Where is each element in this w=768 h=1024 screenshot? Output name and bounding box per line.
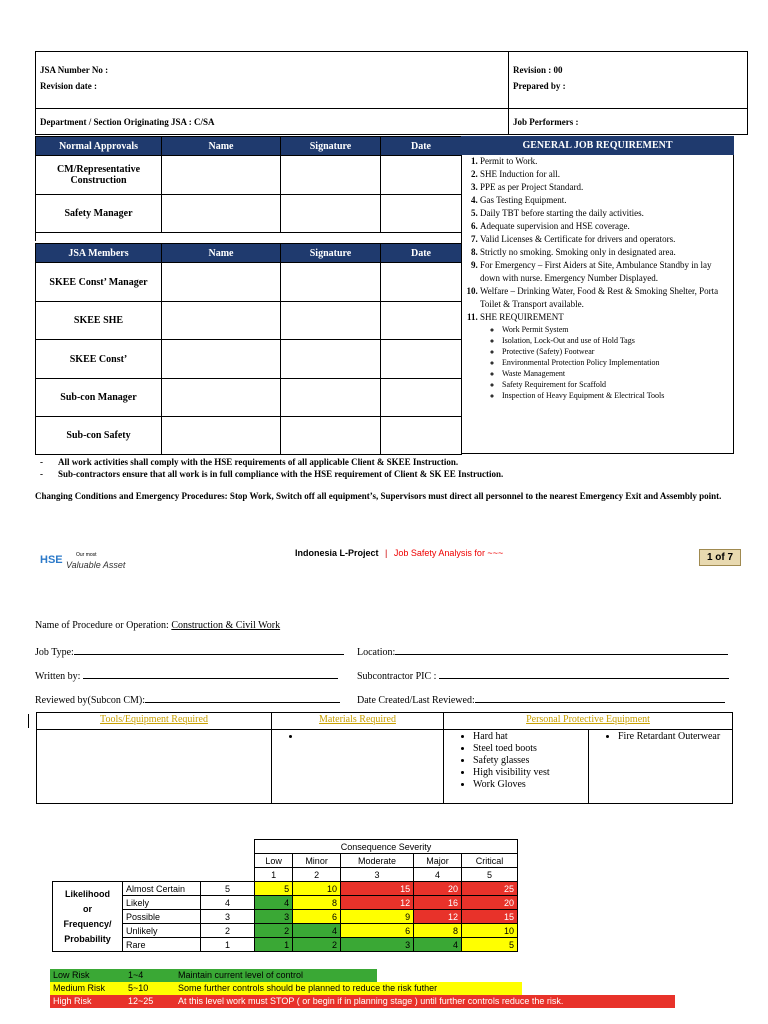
member-name-cell[interactable]	[162, 340, 281, 379]
members-header-role: JSA Members	[36, 244, 162, 263]
general-requirement-item: 3. PPE as per Project Standard.	[480, 181, 733, 194]
subcon-pic-field[interactable]	[439, 668, 729, 679]
risk-score-cell: 15	[341, 882, 414, 896]
general-requirement-item: 8. Strictly no smoking. Smoking only in designated area.	[480, 246, 733, 259]
member-name-cell[interactable]	[162, 302, 281, 340]
members-header-date: Date	[381, 244, 462, 263]
severity-label: Critical	[461, 854, 517, 868]
risk-score-cell: 6	[341, 924, 414, 938]
general-requirement-item: 7. Valid Licenses & Certificate for drivers and operators.	[480, 233, 733, 246]
risk-score-cell: 10	[293, 882, 341, 896]
member-date-cell[interactable]	[381, 340, 462, 379]
approval-name-cell[interactable]	[162, 156, 281, 195]
ppe-item: • Fire Retardant Outerwear	[618, 731, 731, 743]
general-requirement-item: 4. Gas Testing Equipment.	[480, 194, 733, 207]
member-name-cell[interactable]	[162, 417, 281, 455]
approval-row-label: CM/Representative Construction	[36, 156, 162, 195]
risk-legend	[50, 969, 675, 1008]
materials-bullet	[301, 731, 442, 743]
risk-matrix	[52, 839, 518, 952]
procedure-label: Name of Procedure or Operation:	[35, 620, 169, 631]
likelihood-name: Almost Certain	[123, 882, 201, 896]
legend-text: Some further controls should be planned to reduce the risk futher	[178, 983, 438, 993]
risk-score-cell: 2	[255, 924, 293, 938]
hse-logo-text: HSE	[40, 554, 63, 566]
risk-score-cell: 12	[414, 910, 462, 924]
risk-score-cell: 15	[461, 910, 517, 924]
materials-cell[interactable]	[272, 730, 444, 804]
approvals-header-signature: Signature	[281, 137, 381, 156]
approval-signature-cell[interactable]	[281, 156, 381, 195]
likelihood-label-line: or	[83, 903, 92, 914]
severity-number: 2	[293, 868, 341, 882]
approval-row-label: Safety Manager	[36, 195, 162, 233]
likelihood-label-line: Probability	[64, 933, 111, 944]
hse-logo	[40, 552, 150, 576]
likelihood-name: Rare	[123, 938, 201, 952]
legend-range: 1~4	[128, 970, 144, 980]
jsa-header	[35, 51, 748, 135]
job-type-label: Job Type:	[35, 647, 74, 658]
general-requirement-item: 5. Daily TBT before starting the daily activities.	[480, 207, 733, 220]
approvals-table	[35, 136, 462, 241]
member-signature-cell[interactable]	[281, 263, 381, 302]
general-requirement-item: 6. Adequate supervision and HSE coverage.	[480, 220, 733, 233]
ppe-item: • Work Gloves	[473, 779, 587, 791]
tools-header: Tools/Equipment Required	[37, 713, 272, 730]
matrix-blank	[53, 854, 255, 868]
written-by-row	[35, 668, 338, 682]
likelihood-name: Possible	[123, 910, 201, 924]
ppe-item: • Steel toed boots	[473, 743, 587, 755]
member-row-label: Sub-con Safety	[36, 417, 162, 455]
subcon-pic-label: Subcontractor PIC :	[357, 671, 437, 682]
general-requirement-item: 11. SHE REQUIREMENT ◦ Work Permit System ◦ Isolation, Lock-Out and use of Hold Tags ◦ Protective (Safety) Footwear ◦ Environmental Protection Policy Implementation ◦ Waste Management ◦ Safety Requirement for Scaffold ◦ Inspection of Heavy Equipment & Electrical Tools	[480, 311, 733, 401]
member-name-cell[interactable]	[162, 379, 281, 417]
ppe-right-cell	[589, 730, 733, 804]
title-separator: |	[385, 548, 388, 558]
approvals-spacer	[36, 233, 462, 241]
reviewed-by-field[interactable]	[145, 692, 340, 703]
note-item: - Sub-contractors ensure that all work is in full compliance with the HSE requirement of Client & SK EE Instruction.	[40, 469, 504, 479]
likelihood-number: 2	[201, 924, 255, 938]
severity-number: 4	[414, 868, 462, 882]
legend-range: 5~10	[128, 983, 149, 993]
likelihood-name: Unlikely	[123, 924, 201, 938]
member-date-cell[interactable]	[381, 379, 462, 417]
footer-title	[295, 548, 503, 558]
written-by-field[interactable]	[83, 668, 338, 679]
risk-score-cell: 5	[255, 882, 293, 896]
risk-score-cell: 3	[255, 910, 293, 924]
likelihood-label-line: Likelihood	[65, 888, 110, 899]
procedure-value[interactable]: Construction & Civil Work	[171, 620, 281, 631]
legend-text: At this level work must STOP ( or begin if in planning stage ) until further controls reduce the risk.	[178, 996, 564, 1006]
likelihood-label-line: Frequency/	[63, 918, 112, 929]
risk-score-cell: 6	[293, 910, 341, 924]
severity-label: Moderate	[341, 854, 414, 868]
member-signature-cell[interactable]	[281, 302, 381, 340]
approval-signature-cell[interactable]	[281, 195, 381, 233]
approval-date-cell[interactable]	[381, 156, 462, 195]
approvals-header-date: Date	[381, 137, 462, 156]
date-created-field[interactable]	[475, 692, 725, 703]
approvals-header-name: Name	[162, 137, 281, 156]
general-job-requirement	[461, 136, 734, 454]
legend-row	[50, 969, 377, 982]
she-requirement-item: ◦ Safety Requirement for Scaffold	[502, 379, 733, 390]
revision-date-label: Revision date :	[40, 81, 97, 91]
member-date-cell[interactable]	[381, 263, 462, 302]
she-requirement-item: ◦ Waste Management	[502, 368, 733, 379]
legend-range: 12~25	[128, 996, 154, 1006]
she-requirement-item: ◦ Isolation, Lock-Out and use of Hold Tags	[502, 335, 733, 346]
matrix-blank	[53, 840, 255, 854]
likelihood-number: 5	[201, 882, 255, 896]
job-type-row	[35, 644, 344, 658]
legend-level: Low Risk	[53, 970, 90, 980]
hse-logo-sub: Valuable Asset	[66, 560, 126, 570]
risk-score-cell: 1	[255, 938, 293, 952]
risk-score-cell: 4	[255, 896, 293, 910]
members-table	[35, 243, 462, 455]
legend-level: Medium Risk	[53, 983, 106, 993]
subcon-pic-row	[357, 668, 729, 682]
revision-label: Revision : 00	[513, 65, 563, 75]
risk-score-cell: 25	[461, 882, 517, 896]
ppe-item: • Hard hat	[473, 731, 587, 743]
approval-date-cell[interactable]	[381, 195, 462, 233]
member-row-label: Sub-con Manager	[36, 379, 162, 417]
risk-score-cell: 9	[341, 910, 414, 924]
jsa-for-title: Job Safety Analysis for ~~~	[393, 548, 504, 558]
approval-name-cell[interactable]	[162, 195, 281, 233]
general-requirement-title: GENERAL JOB REQUIREMENT	[461, 136, 734, 155]
ppe-item: • High visibility vest	[473, 767, 587, 779]
likelihood-number: 1	[201, 938, 255, 952]
severity-label: Minor	[293, 854, 341, 868]
general-requirement-item: 10. Welfare – Drinking Water, Food & Rest & Smoking Shelter, Porta Toilet & Transport available.	[480, 285, 733, 311]
location-row	[357, 644, 728, 658]
risk-score-cell: 20	[461, 896, 517, 910]
notes	[40, 456, 740, 480]
likelihood-name: Likely	[123, 896, 201, 910]
risk-score-cell: 16	[414, 896, 462, 910]
she-requirement-item: ◦ Work Permit System	[502, 324, 733, 335]
members-header-signature: Signature	[281, 244, 381, 263]
date-created-row	[357, 692, 725, 706]
she-requirement-item: ◦ Inspection of Heavy Equipment & Electrical Tools	[502, 390, 733, 401]
procedure-row	[35, 620, 280, 631]
reviewed-by-row	[35, 692, 340, 706]
member-row-label: SKEE SHE	[36, 302, 162, 340]
severity-number: 1	[255, 868, 293, 882]
ppe-item: • Safety glasses	[473, 755, 587, 767]
she-requirement-list	[480, 324, 733, 401]
jsa-number-label: JSA Number No :	[40, 65, 109, 75]
matrix-blank	[53, 868, 255, 882]
project-name: Indonesia L-Project	[295, 548, 379, 558]
materials-header: Materials Required	[272, 713, 444, 730]
severity-label: Major	[414, 854, 462, 868]
location-label: Location:	[357, 647, 396, 658]
she-requirement-item: ◦ Environmental Protection Policy Implementation	[502, 357, 733, 368]
member-name-cell[interactable]	[162, 263, 281, 302]
general-requirement-item: 1. Permit to Work.	[480, 155, 733, 168]
date-created-label: Date Created/Last Reviewed:	[357, 695, 475, 706]
approvals-header-role: Normal Approvals	[36, 137, 162, 156]
text-cursor	[28, 714, 29, 728]
risk-score-cell: 20	[414, 882, 462, 896]
risk-score-cell: 8	[414, 924, 462, 938]
member-date-cell[interactable]	[381, 302, 462, 340]
prepared-by-label: Prepared by :	[513, 81, 566, 91]
risk-score-cell: 8	[293, 896, 341, 910]
department-label: Department / Section Originating JSA : C/SA	[40, 117, 215, 127]
member-signature-cell[interactable]	[281, 417, 381, 455]
general-requirement-list	[462, 155, 733, 401]
likelihood-number: 3	[201, 910, 255, 924]
risk-score-cell: 3	[341, 938, 414, 952]
members-header-name: Name	[162, 244, 281, 263]
written-by-label: Written by:	[35, 671, 81, 682]
member-date-cell[interactable]	[381, 417, 462, 455]
general-requirement-item: 9. For Emergency – First Aiders at Site, Ambulance Standby in lay down with nurse. Emergency Number Displayed.	[480, 259, 733, 285]
changing-conditions: Changing Conditions and Emergency Procedures: Stop Work, Switch off all equipment’s, Supervisors must direct all personnel to the nearest Emergency Exit and Assembly point.	[35, 491, 722, 501]
likelihood-label	[53, 882, 123, 952]
legend-text: Maintain current level of control	[178, 970, 304, 980]
member-signature-cell[interactable]	[281, 340, 381, 379]
legend-row	[50, 982, 522, 995]
reviewed-by-label: Reviewed by(Subcon CM):	[35, 695, 145, 706]
member-signature-cell[interactable]	[281, 379, 381, 417]
severity-label: Low	[255, 854, 293, 868]
risk-score-cell: 4	[414, 938, 462, 952]
member-row-label: SKEE Const’	[36, 340, 162, 379]
legend-level: High Risk	[53, 996, 92, 1006]
risk-score-cell: 5	[461, 938, 517, 952]
member-row-label: SKEE Const’ Manager	[36, 263, 162, 302]
job-type-field[interactable]	[74, 644, 344, 655]
job-performers-label: Job Performers :	[513, 117, 579, 127]
hse-logo-tag: Our most	[76, 552, 97, 558]
legend-row	[50, 995, 675, 1008]
risk-score-cell: 12	[341, 896, 414, 910]
consequence-title: Consequence Severity	[255, 840, 518, 854]
general-requirement-item: 2. SHE Induction for all.	[480, 168, 733, 181]
risk-score-cell: 2	[293, 938, 341, 952]
requirements-table	[36, 712, 733, 804]
location-field[interactable]	[395, 644, 728, 655]
ppe-header: Personal Protective Equipment	[444, 713, 733, 730]
note-item: - All work activities shall comply with the HSE requirements of all applicable Client & SKEE Instruction.	[40, 457, 459, 467]
risk-score-cell: 10	[461, 924, 517, 938]
she-requirement-item: ◦ Protective (Safety) Footwear	[502, 346, 733, 357]
risk-score-cell: 4	[293, 924, 341, 938]
page-number: 1 of 7	[699, 549, 741, 566]
severity-number: 5	[461, 868, 517, 882]
ppe-left-cell	[444, 730, 589, 804]
likelihood-number: 4	[201, 896, 255, 910]
severity-number: 3	[341, 868, 414, 882]
tools-cell[interactable]	[37, 730, 272, 804]
